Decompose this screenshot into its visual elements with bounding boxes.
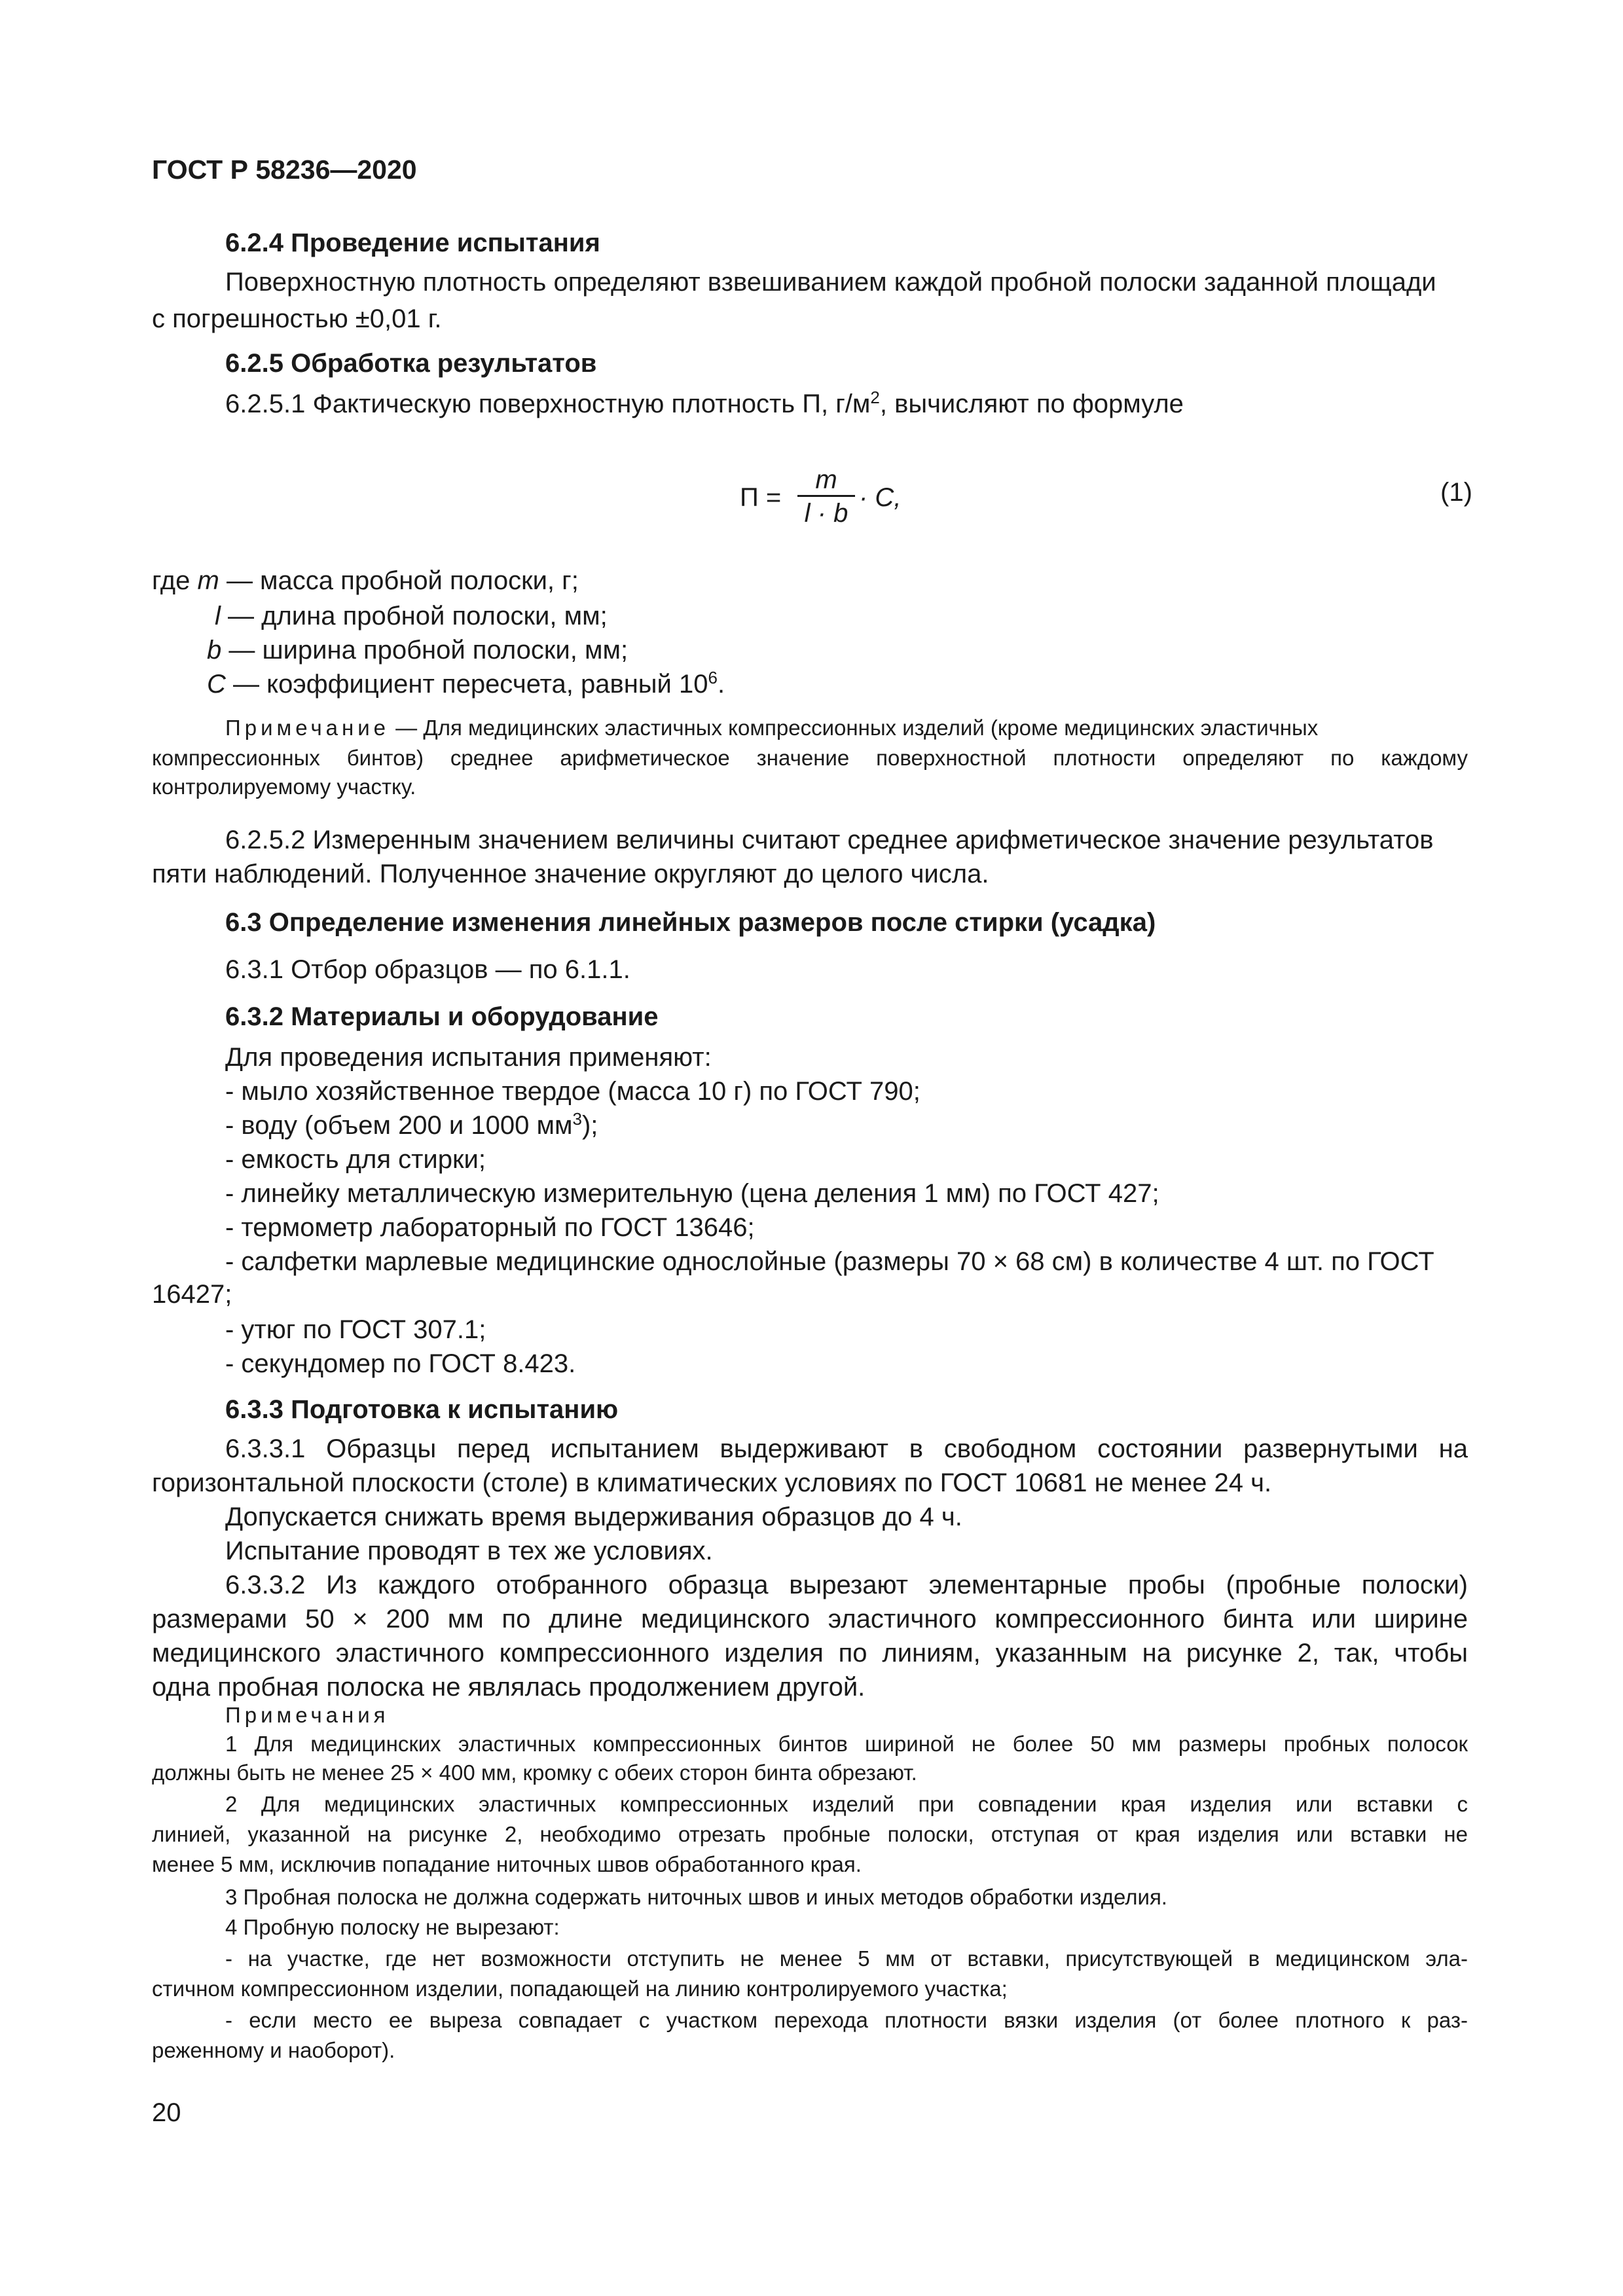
note-line: контролируемому участку. — [152, 774, 416, 799]
list-item: - утюг по ГОСТ 307.1; — [225, 1315, 486, 1344]
paragraph-line: 6.2.5.1 Фактическую поверхностную плотность П, $г/м^2$, вычисляют по формуле — [225, 388, 1184, 418]
note-line: - на участке, где нет возможности отступить не менее 5 мм от вставки, присутствующей в медицинском эла- — [225, 1946, 1468, 1971]
formula-rhs: · C, — [859, 483, 902, 512]
section-heading-6-2-4: 6.2.4 Проведение испытания — [225, 228, 600, 257]
page-number: 20 — [152, 2098, 181, 2127]
paragraph-line: 6.2.5.2 Измеренным значением величины считают среднее арифметическое значение результатов — [225, 826, 1434, 854]
paragraph-line: Поверхностную плотность определяют взвешиванием каждой пробной полоски заданной площади — [225, 268, 1436, 297]
note-line: 2 Для медицинских эластичных компрессионных изделий при совпадении края изделия или вставки с — [225, 1792, 1468, 1816]
list-item: - линейку металлическую измерительную (цена деления 1 мм) по ГОСТ 427; — [225, 1179, 1159, 1208]
section-heading-6-2-5: 6.2.5 Обработка результатов — [225, 349, 597, 378]
list-item: - емкость для стирки; — [225, 1145, 486, 1174]
paragraph-line: одна пробная полоска не являлась продолжением другой. — [152, 1673, 866, 1702]
note-line: компрессионных бинтов) среднее арифметическое значение поверхностной плотности определяют по каждому — [152, 746, 1468, 770]
note-line: Примечание — Для медицинских эластичных компрессионных изделий (кроме медицинских эластичных — [225, 716, 1319, 740]
paragraph-line: Для проведения испытания применяют: — [225, 1043, 712, 1072]
document-code: ГОСТ Р 58236—2020 — [152, 155, 417, 185]
note-line: стичном компрессионном изделии, попадающей на линию контролируемого участка; — [152, 1977, 1008, 2001]
note-line: 1 Для медицинских эластичных компрессионных бинтов шириной не более 50 мм размеры пробных полосок — [225, 1732, 1468, 1756]
formula-fraction — [796, 465, 856, 530]
note-line: - если место ее выреза совпадает с участком перехода плотности вязки изделия (от более плотного к раз- — [225, 2008, 1468, 2032]
section-heading-6-3: 6.3 Определение изменения линейных размеров после стирки (усадка) — [225, 908, 1156, 937]
notes-label: Примечания — [225, 1703, 390, 1727]
where-line-b: b — ширина пробной полоски, мм; — [207, 636, 629, 665]
formula-numerator: m — [815, 465, 837, 494]
formula-1 — [740, 465, 910, 537]
note-line: менее 5 мм, исключив попадание ниточных швов обработанного края. — [152, 1852, 862, 1876]
paragraph-line: горизонтальной плоскости (столе) в климатических условиях по ГОСТ 10681 не менее 24 ч. — [152, 1468, 1272, 1497]
paragraph-line: размерами 50 × 200 мм по длине медицинского эластичного компрессионного бинта или ширине — [152, 1605, 1468, 1633]
note-label: Примечание — [225, 716, 390, 740]
where-line-c: C — коэффициент пересчета, равный $10^6$. — [207, 668, 725, 699]
paragraph-line: Испытание проводят в тех же условиях. — [225, 1537, 713, 1565]
list-item-continuation: 16427; — [152, 1280, 232, 1309]
paragraph-line: 6.3.1 Отбор образцов — по 6.1.1. — [225, 955, 630, 984]
formula-lhs: П = — [740, 483, 782, 512]
where-line-m: где m — масса пробной полоски, г; — [152, 566, 579, 595]
paragraph-line: 6.3.3.1 Образцы перед испытанием выдерживают в свободном состоянии развернутыми на — [225, 1434, 1468, 1463]
note-line: должны быть не менее 25 × 400 мм, кромку с обеих сторон бинта обрезают. — [152, 1760, 917, 1785]
note-line: реженному и наоборот). — [152, 2038, 395, 2062]
list-item: - секундомер по ГОСТ 8.423. — [225, 1349, 576, 1378]
list-item: - термометр лабораторный по ГОСТ 13646; — [225, 1213, 755, 1242]
list-item: - салфетки марлевые медицинские однослойные (размеры 70 × 68 см) в количестве 4 шт. по ГОСТ — [225, 1247, 1434, 1276]
paragraph-line: медицинского эластичного компрессионного изделия по линиям, указанным на рисунке 2, так, чтобы — [152, 1639, 1468, 1667]
paragraph-line: Допускается снижать время выдерживания образцов до 4 ч. — [225, 1503, 962, 1531]
list-item: - мыло хозяйственное твердое (масса 10 г) по ГОСТ 790; — [225, 1077, 921, 1106]
note-line: 3 Пробная полоска не должна содержать ниточных швов и иных методов обработки изделия. — [225, 1885, 1167, 1909]
list-item: - воду (объем 200 и 1000 $мм^3$); — [225, 1109, 598, 1140]
formula-denominator: l · b — [804, 499, 848, 528]
section-heading-6-3-3: 6.3.3 Подготовка к испытанию — [225, 1395, 619, 1424]
note-line: линией, указанной на рисунке 2, необходимо отрезать пробные полоски, отступая от края изделия или вставки не — [152, 1822, 1468, 1846]
paragraph-line: 6.3.3.2 Из каждого отобранного образца вырезают элементарные пробы (пробные полоски) — [225, 1571, 1468, 1599]
where-line-l: l — длина пробной полоски, мм; — [215, 602, 608, 630]
paragraph-line: с погрешностью ±0,01 г. — [152, 304, 442, 333]
section-heading-6-3-2: 6.3.2 Материалы и оборудование — [225, 1002, 659, 1031]
paragraph-line: пяти наблюдений. Полученное значение округляют до целого числа. — [152, 860, 989, 888]
note-line: 4 Пробную полоску не вырезают: — [225, 1915, 560, 1939]
formula-number: (1) — [1440, 478, 1472, 507]
